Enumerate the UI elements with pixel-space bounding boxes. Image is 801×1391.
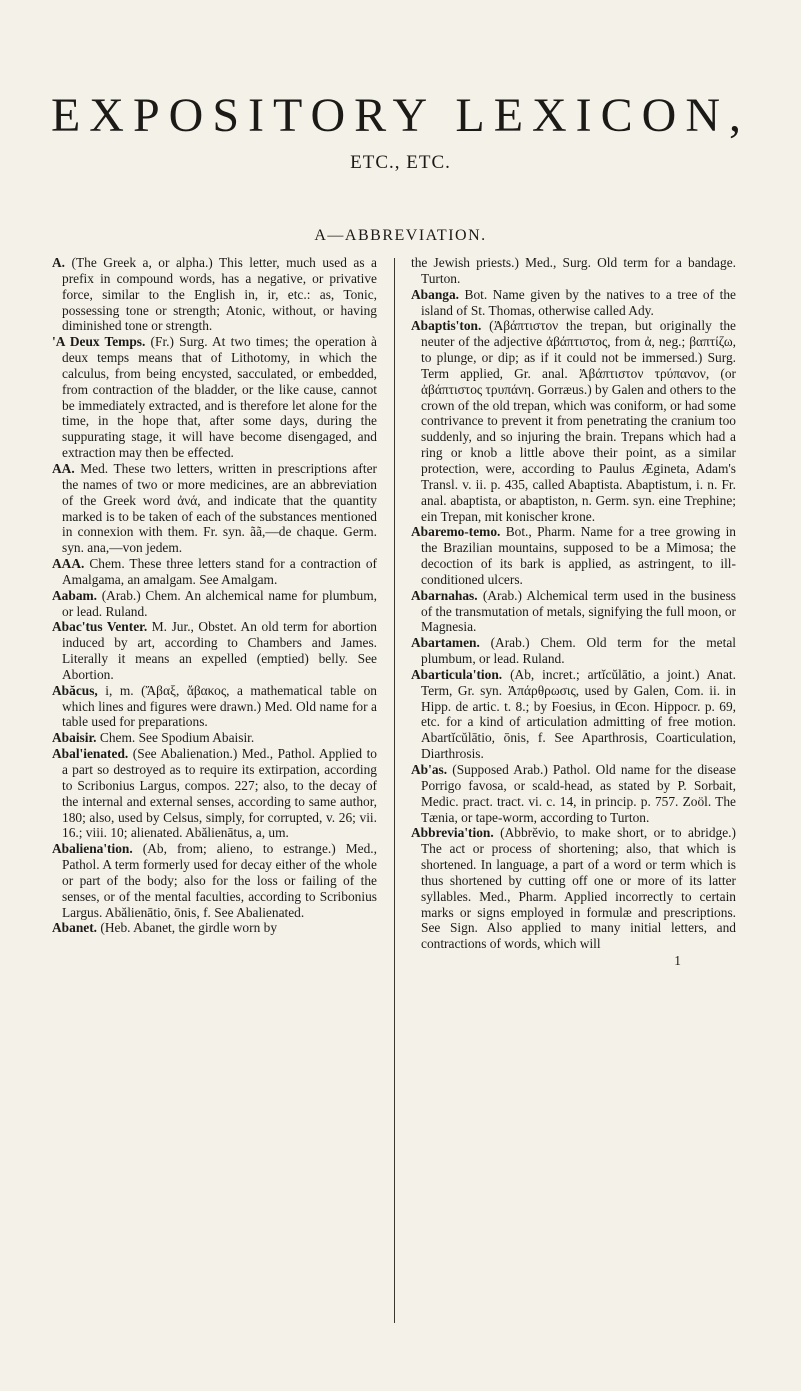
entry-text: i, m. (Ἄβαξ, ἄβακος, a mathematical table on which lines and figures were drawn.) Med. Old name for a table used for preparations.	[62, 682, 377, 730]
entry-headword: AAA.	[52, 556, 85, 572]
entry-headword: Ab'as.	[411, 762, 448, 777]
dictionary-entry	[52, 556, 377, 588]
entry-text: (The Greek a, or alpha.) This letter, much used as a prefix in compound words, has a negative, or privative force, similar to the English in, ir, etc.: as, Tonic, possessing tone or strength; Atonic, without, or having diminished tone or strength.	[62, 255, 377, 334]
entry-text: (Fr.) Surg. At two times; the operation à deux temps means that of Lithotomy, in which the calculus, from being encysted, sacculated, or embedded, from contraction of the bladder, or the like cause, cannot be immediately extracted, and is therefore let alone for the time, in the hope that, after some days, during the suppurating stage, it will have become disengaged, and extraction may then be effected.	[62, 334, 377, 461]
entry-text: (Ab, incret.; artĭcŭlātio, a joint.) Anat. Term, Gr. syn. Ἀπάρθρωσις, used by Galen, Com. ii. in Hipp. de artic. t. 8.; by Foesius, in Œcon. Hippocr. p. 69, etc. for a kind of articulation admitting of free motion. Abartĭcŭlātio, ōnis, f. See Aparthrosis, Coarticulation, Diarthrosis.	[421, 666, 736, 762]
dictionary-entry	[52, 920, 377, 936]
entry-text: (Arab.) Alchemical term used in the business of the transmutation of metals, signifying the full moon, or Magnesia.	[421, 587, 737, 635]
entry-headword: Aabam.	[52, 587, 98, 603]
left-column	[52, 255, 377, 936]
entry-headword: Abaisir.	[52, 730, 97, 746]
dictionary-entry	[52, 841, 377, 920]
dictionary-entry	[411, 287, 736, 319]
dictionary-entry	[52, 683, 377, 731]
column-divider	[394, 258, 395, 1323]
entry-headword: 'A Deux Temps.	[52, 334, 146, 350]
page-title: EXPOSITORY LEXICON,	[50, 89, 751, 142]
entry-text: (Abbrĕvio, to make short, or to abridge.) The act or process of shortening; also, that which is shortened. In language, a part of a word or term which is thus shortened by cutting off one or more of its latter syllables. Med., Pharm. Applied incorrectly to certain marks or signs employed in formulæ and prescriptions. See Sign. Also applied to many initial letters, and contractions of words, which will	[421, 825, 736, 952]
entry-headword: Abartamen.	[411, 635, 480, 651]
dictionary-entry	[52, 461, 377, 556]
dictionary-entry	[52, 619, 377, 682]
entry-text: (Ab, from; alieno, to estrange.) Med., Pathol. A term formerly used for decay either of the whole or part of the body; also for the loss or failing of the senses, or of the mental faculties, according to Scribonius Largus. Abălienātio, ōnis, f. See Abalienated.	[62, 841, 377, 920]
entry-headword: Abarnahas.	[411, 587, 478, 603]
entry-headword: AA.	[52, 460, 75, 476]
entry-text: Med. These two letters, written in prescriptions after the names of two or more medicines, are an abbreviation of the Greek word ἀνά, and indicate that the quantity marked is to be taken of each of the substances mentioned in connexion with them. Fr. syn. ãã,—de chaque. Germ. syn. ana,—von jedem.	[62, 460, 377, 556]
dictionary-entry	[411, 667, 736, 762]
entry-headword: Abaliena'tion.	[52, 841, 133, 857]
dictionary-entry	[411, 524, 736, 587]
entry-text: (Supposed Arab.) Pathol. Old name for the disease Porrigo favosa, or scald-head, as stated by P. Sorbait, Medic. pract. tract. vi. c. 14, in princip. p. 757. Zoöl. The Tænia, or tape-worm, according to Turton.	[421, 762, 736, 825]
dictionary-entry	[411, 635, 736, 667]
page-subtitle: ETC., ETC.	[350, 152, 451, 173]
dictionary-entry	[52, 588, 377, 620]
entry-text: (Arab.) Chem. Old term for the metal plumbum, or lead. Ruland.	[421, 635, 736, 667]
dictionary-entry	[52, 746, 377, 841]
entry-text: the Jewish priests.) Med., Surg. Old term for a bandage. Turton.	[411, 255, 736, 286]
dictionary-entry	[52, 255, 377, 334]
entry-headword: Abbrevia'tion.	[411, 825, 494, 841]
entry-text: Chem. See Spodium Abaisir.	[99, 730, 255, 746]
entry-text: (See Abalienation.) Med., Pathol. Applied to a part so destroyed as to require its extirpation, according to Scribonius Largus, compos. 227; also, to the decay of the internal and external senses, according to same author, 180; also, used by Celsus, simply, for corrupted, v. 26; vii. 16.; viii. 10; alienated. Abălienātus, a, um.	[62, 746, 377, 841]
entry-headword: Abanet.	[52, 920, 98, 936]
entry-text: Chem. These three letters stand for a contraction of Amalgama, an amalgam. See Amalgam.	[62, 556, 377, 587]
entry-headword: Abaremo-temo.	[411, 524, 501, 540]
entry-text: (Heb. Abanet, the girdle worn by	[100, 920, 278, 936]
entry-headword: Abarticula'tion.	[411, 666, 503, 682]
entry-headword: Abanga.	[411, 286, 459, 302]
entry-headword: Abăcus,	[52, 682, 98, 698]
dictionary-entry	[411, 825, 736, 952]
dictionary-entry	[411, 762, 736, 825]
entry-text: (Ἀβάπτιστον the trepan, but originally the neuter of the adjective ἀβάπτιστος, from ἀ, neg.; βαπτίζω, to plunge, or dip; as if it could not be immersed.) Surg. Term applied, Gr. anal. Ἀβάπτιστον τρύπανον, (or ἀβάπτιστος τρυπάνη. Gorræus.) by Galen and others to the crown of the old trepan, which was coniform, or had some contrivance to prevent it from penetrating the cranium too suddenly, and so injuring the brain. Trepans which had a ring or knob a little above their point, as a similar protection, were, according to Paulus Ægineta, Adam's Transl. v. ii. p. 435, called Abaptista. Abaptistum, i. n. Fr. anal. abaptista, or abaptiston, n. Germ. syn. eine Trephine; ein Trepan, mit konischer krone.	[421, 318, 736, 524]
entry-text: Bot., Pharm. Name for a tree growing in the Brazilian mountains, supposed to be a Mimosa; the decoction of its bark is applied, as astringent, to ill-conditioned ulcers.	[421, 524, 736, 587]
dictionary-entry	[52, 334, 377, 461]
section-heading: A—ABBREVIATION.	[314, 227, 487, 244]
entry-headword: Abal'ienated.	[52, 746, 129, 762]
dictionary-entry	[52, 730, 377, 746]
entry-headword: Abaptis'ton.	[411, 318, 482, 334]
entry-text: M. Jur., Obstet. An old term for abortion induced by art, according to Chambers and James. Literally it means an expelled (emptied) belly. See Abortion.	[62, 619, 377, 682]
entry-text: (Arab.) Chem. An alchemical name for plumbum, or lead. Ruland.	[62, 587, 377, 619]
entry-headword: Abac'tus Venter.	[52, 619, 148, 635]
dictionary-entry	[411, 255, 736, 287]
dictionary-entry	[411, 588, 736, 636]
right-column	[411, 255, 736, 969]
dictionary-entry	[411, 318, 736, 524]
entry-text: Bot. Name given by the natives to a tree of the island of St. Thomas, otherwise called Ady.	[421, 286, 736, 318]
page-number: 1	[674, 953, 681, 969]
entry-headword: A.	[52, 255, 66, 270]
